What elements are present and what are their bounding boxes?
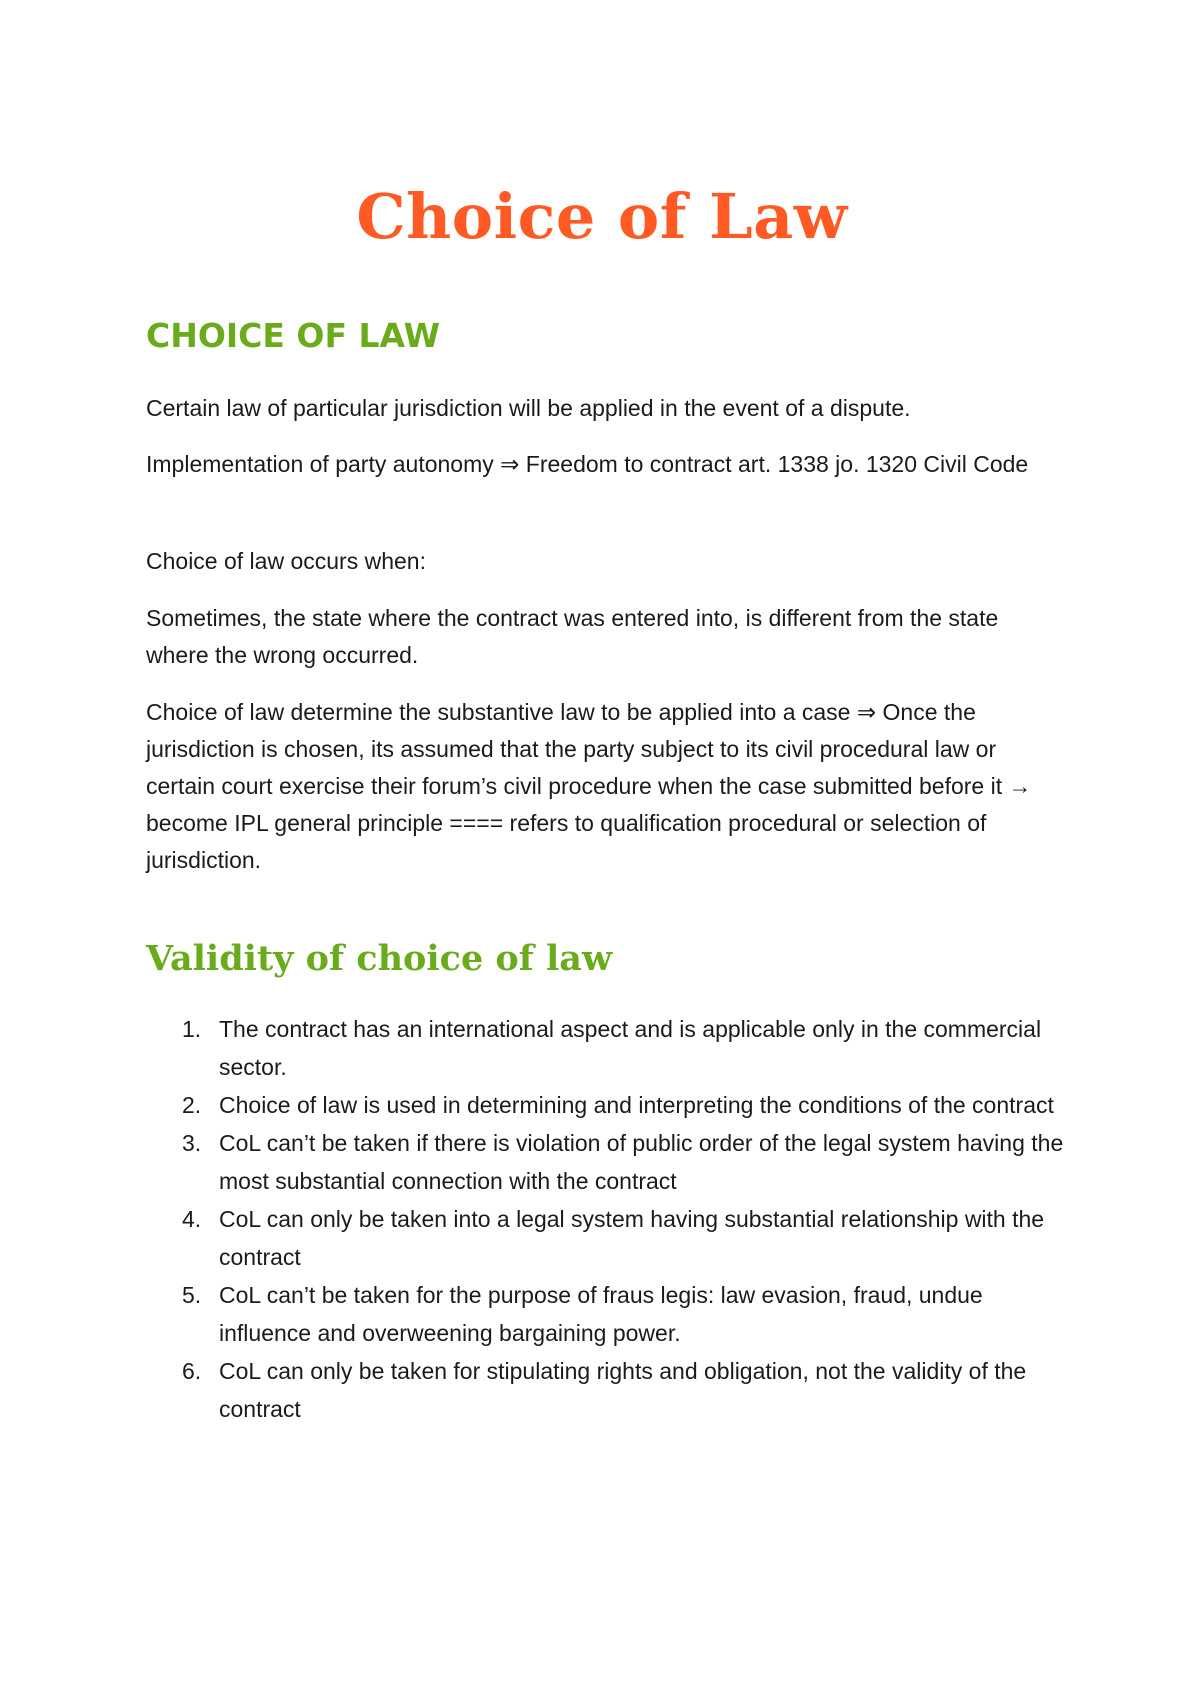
paragraph-party-autonomy: Implementation of party autonomy ⇒ Freedom to contract art. 1338 jo. 1320 Civil Code	[146, 451, 1029, 477]
list-item-number: 5.	[182, 1282, 202, 1308]
list-item-number: 1.	[182, 1016, 202, 1042]
section-heading-choice-of-law: CHOICE OF LAW	[146, 316, 440, 355]
list-item-text: CoL can’t be taken if there is violation of public order of the legal system having the most substantial connection with the contract	[219, 1130, 1064, 1194]
list-item-text: CoL can only be taken into a legal system having substantial relationship with the contract	[219, 1206, 1045, 1270]
list-item	[146, 1010, 1066, 1086]
list-item	[146, 1276, 1066, 1352]
list-item-text: CoL can’t be taken for the purpose of fraus legis: law evasion, fraud, undue influence and overweening bargaining power.	[219, 1282, 983, 1346]
list-item-number: 3.	[182, 1130, 202, 1156]
paragraph-substantive-law: Choice of law determine the substantive law to be applied into a case ⇒ Once the jurisdiction is chosen, its assumed that the party subject to its civil procedural law or certain court exercise their forum’s civil procedure when the case submitted before it → become IPL general principle ==== refers to qualification procedural or selection of jurisdiction.	[146, 699, 1032, 873]
list-item	[146, 1124, 1066, 1200]
list-item	[146, 1352, 1066, 1428]
section-heading-validity: Validity of choice of law	[146, 938, 613, 979]
document-title: Choice of Law	[356, 180, 848, 253]
validity-list	[146, 1010, 1066, 1428]
list-item-number: 4.	[182, 1206, 202, 1232]
list-item-number: 6.	[182, 1358, 202, 1384]
list-item	[146, 1200, 1066, 1276]
paragraph-occurs-when: Choice of law occurs when:	[146, 548, 426, 574]
list-item	[146, 1086, 1066, 1124]
list-item-text: CoL can only be taken for stipulating rights and obligation, not the validity of the contract	[219, 1358, 1027, 1422]
list-item-text: The contract has an international aspect and is applicable only in the commercial sector.	[219, 1016, 1042, 1080]
list-item-text: Choice of law is used in determining and interpreting the conditions of the contract	[219, 1092, 1054, 1118]
paragraph-definition: Certain law of particular jurisdiction will be applied in the event of a dispute.	[146, 395, 911, 421]
list-item-number: 2.	[182, 1092, 202, 1118]
paragraph-different-state: Sometimes, the state where the contract was entered into, is different from the state where the wrong occurred.	[146, 605, 999, 668]
